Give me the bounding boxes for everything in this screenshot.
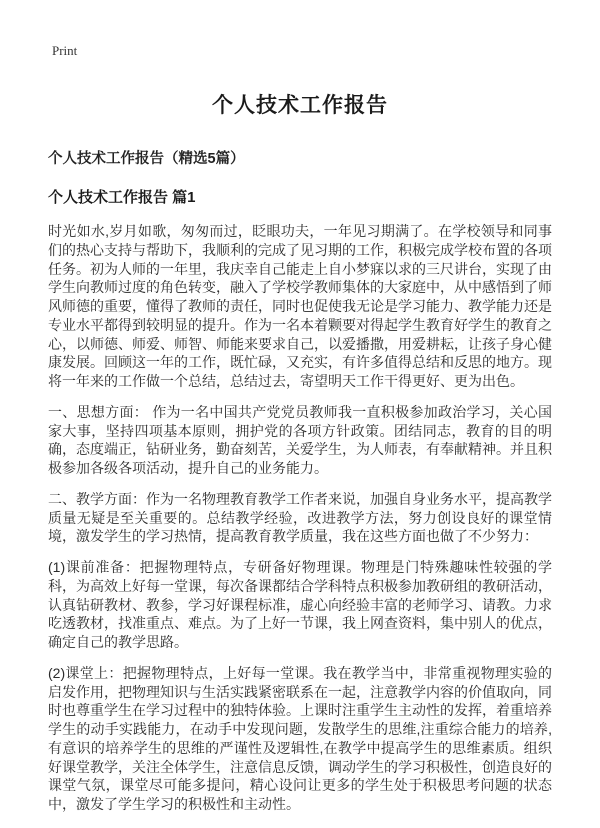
print-button[interactable]: Print bbox=[52, 43, 78, 58]
doc-subtitle: 个人技术工作报告（精选5篇） bbox=[48, 151, 245, 167]
paragraph-intro: 时光如水,岁月如歌，匆匆而过，眨眼功夫，一年见习期满了。在学校领导和同事们的热心支持与帮助下，我顺利的完成了见习期的工作，积极完成学校布置的各项任务。初为人师的一年里，我庆幸自己能走上自小梦寐以求的三尺讲台，实现了由学生向教师过度的角色转变，融入了学校学教师集体的大家庭中，从中感悟到了师风师德的重要，懂得了教师的责任，同时也促使我无论是学习能力、教学能力还是专业水平都得到较明显的提升。作为一名本着颗要对得起学生教育好学生的教育之心，以师德、师爱、师智、师能来要求自己，以爱播撒，用爱耕耘，让孩子身心健康发展。回顾这一年的工作，既忙碌，又充实，有许多值得总结和反思的地方。现将一年来的工作做一个总结，总结过去，寄望明天工作干得更好、更为出色。 bbox=[48, 223, 552, 389]
section-heading: 个人技术工作报告 篇1 bbox=[48, 189, 196, 206]
paragraph-classroom: (2)课堂上：把握物理特点，上好每一堂课。我在教学当中，非常重视物理实验的启发作用，把物理知识与生活实践紧密联系在一起，注意教学内容的价值取向，同时也尊重学生在学习过程中的独特体验。上课时注重学生主动性的发挥，着重培养学生的动手实践能力，在动手中发现问题，发散学生的思维,注重综合能力的培养,有意识的培养学生的思维的严谨性及逻辑性,在教学中提高学生的思维素质。组织好课堂教学，关注全体学生，注意信息反馈，调动学生的学习积极性，创造良好的课堂气氛，课堂尽可能多提问，精心设问让更多的学生处于积极思考问题的状态中，激发了学生学习的积极性和主动性。 bbox=[48, 664, 552, 812]
page-title: 个人技术工作报告 bbox=[212, 94, 388, 117]
paragraph-thought: 一、思想方面： 作为一名中国共产党党员教师我一直积极参加政治学习，关心国家大事，坚持四项基本原则，拥护党的各项方针政策。团结同志，教育的目的明确，态度端正，钻研业务，勤奋刻苦，关爱学生，为人师表，有奉献精神。并且积极参加各级各项活动，提升自己的业务能力。 bbox=[48, 403, 552, 476]
paragraph-preparation: (1)课前准备：把握物理特点，专研备好物理课。物理是门特殊趣味性较强的学科，为高效上好每一堂课，每次备课都结合学科特点积极参加教研组的教研活动，认真钻研教材、教参，学习好课程标准，虚心向经验丰富的老师学习、请教。力求吃透教材，找准重点、难点。为了上好一节课，我上网查资料，集中别人的优点，确定自己的教学思路。 bbox=[48, 559, 552, 650]
paragraph-teaching: 二、教学方面：作为一名物理教育教学工作者来说，加强自身业务水平，提高教学质量无疑是至关重要的。总结教学经验，改进教学方法，努力创设良好的课堂情境，激发学生的学习热情，提高教育教学质量，我在这些方面也做了不少努力： bbox=[48, 490, 552, 545]
